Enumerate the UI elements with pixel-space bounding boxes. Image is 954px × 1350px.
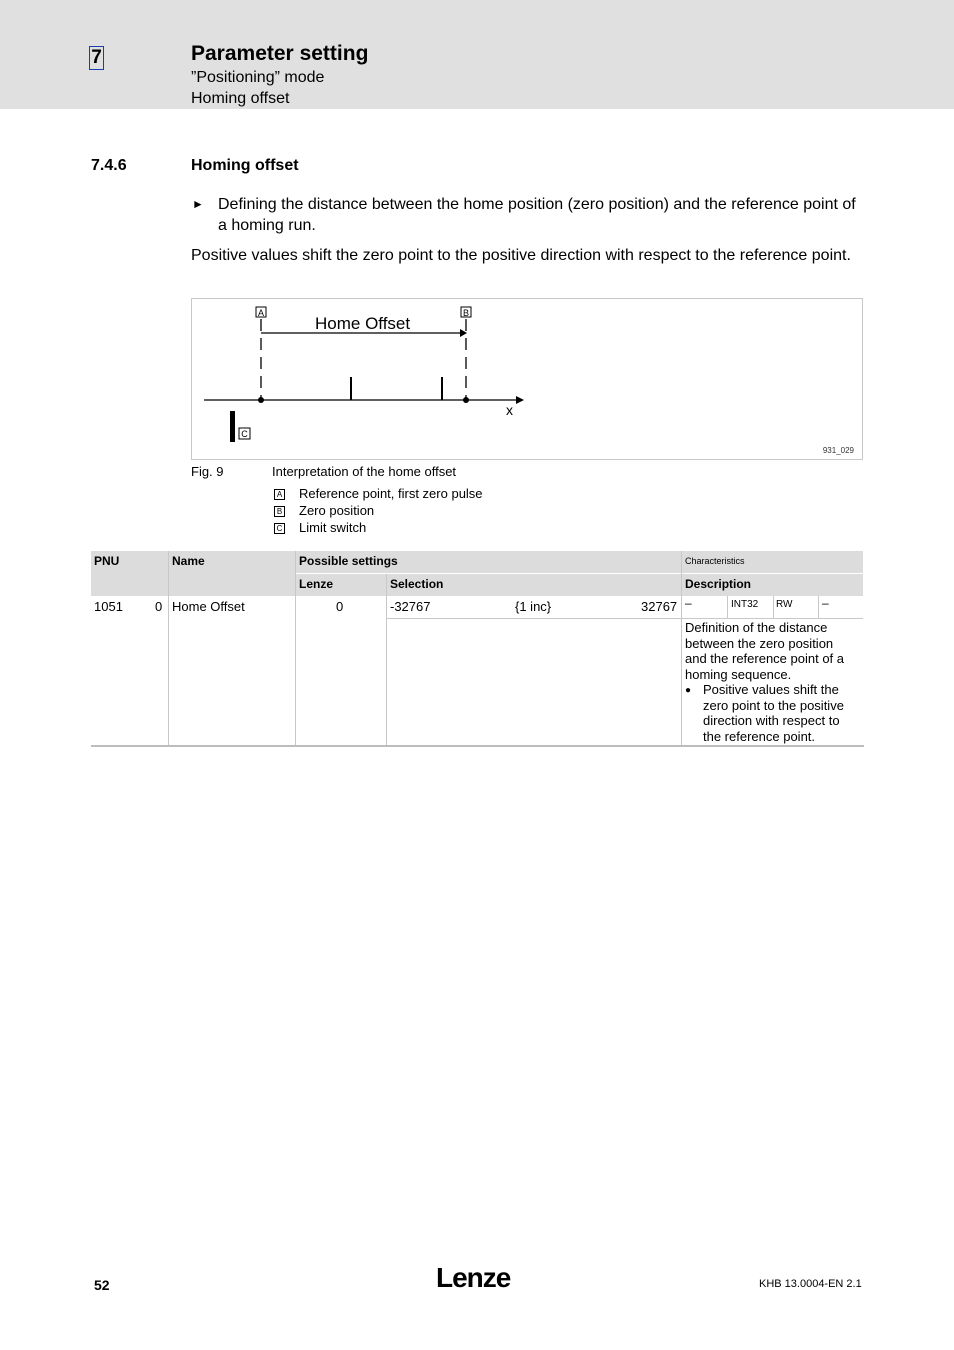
section-title: Homing offset — [191, 157, 299, 174]
chapter-title: Parameter setting — [191, 42, 369, 65]
section-bullet: Defining the distance between the home position (zero position) and the reference point of a homing run. — [218, 196, 856, 234]
limit-switch-bar — [230, 411, 235, 442]
row-divider — [682, 618, 863, 619]
row-divider — [387, 618, 681, 619]
cell-char-type: INT32 — [731, 599, 759, 610]
col-divider — [681, 551, 682, 745]
marker-b-label: B — [462, 308, 470, 318]
legend-item — [274, 503, 374, 518]
header-subtitle-topic: Homing offset — [191, 90, 290, 107]
figure-label: Fig. 9 — [191, 464, 224, 479]
header-name: Name — [169, 551, 295, 596]
legend-key-b: B — [274, 506, 285, 517]
document-id: KHB 13.0004-EN 2.1 — [759, 1278, 862, 1290]
section-number: 7.4.6 — [91, 157, 127, 174]
cell-selection-step: {1 inc} — [515, 599, 552, 614]
figure-id: 931_029 — [822, 446, 854, 455]
cell-description-bullet: Positive values shift the zero point to the positive direction with respect to the reference point. — [703, 682, 844, 744]
reference-point-dot — [258, 397, 264, 403]
legend-key-a: A — [274, 489, 285, 500]
home-offset-figure — [191, 298, 863, 460]
lenze-logo: Lenze — [436, 1262, 511, 1293]
cell-description: Definition of the distance between the zero position and the reference point of a homing sequence. — [685, 620, 845, 682]
page-number: 52 — [94, 1277, 110, 1293]
legend-item — [274, 486, 483, 501]
col-divider — [295, 551, 296, 745]
chapter-number: 7 — [89, 46, 104, 70]
cell-selection-max: 32767 — [641, 599, 678, 614]
marker-c-label: C — [241, 429, 248, 439]
col-divider — [818, 596, 819, 618]
cell-lenze: 0 — [336, 599, 344, 614]
home-offset-label: Home Offset — [315, 314, 411, 333]
cell-char-access: RW — [776, 599, 793, 610]
legend-text-b: Zero position — [299, 503, 375, 518]
cell-selection-min: -32767 — [390, 599, 431, 614]
cell-subindex: 0 — [155, 599, 163, 614]
legend-key-c: C — [274, 523, 285, 534]
header-characteristics: Characteristics — [682, 551, 863, 573]
marker-a-label: A — [257, 308, 265, 318]
legend-item — [274, 520, 366, 535]
section-paragraph: Positive values shift the zero point to the positive direction with respect to the reference point. — [191, 247, 851, 264]
bullet-arrow-icon: ► — [192, 197, 204, 211]
description-bullet-icon: ● — [685, 685, 692, 696]
header-possible-settings: Possible settings — [296, 551, 681, 573]
table-bottom-border — [91, 745, 864, 747]
col-divider — [386, 574, 387, 745]
col-divider — [168, 551, 169, 745]
cell-char-1: – — [685, 596, 692, 610]
figure-caption: Interpretation of the home offset — [272, 464, 457, 479]
legend-text-a: Reference point, first zero pulse — [299, 486, 483, 501]
x-axis-label: x — [506, 402, 513, 418]
header-subtitle-mode: ”Positioning” mode — [191, 69, 325, 86]
x-axis-arrow-head — [516, 396, 524, 404]
col-divider — [773, 596, 774, 618]
header-description: Description — [682, 574, 863, 596]
home-offset-diagram — [192, 299, 864, 461]
cell-name: Home Offset — [172, 599, 245, 614]
col-divider — [727, 596, 728, 618]
zero-position-dot — [463, 397, 469, 403]
header-pnu: PNU — [91, 551, 168, 596]
header-selection: Selection — [387, 574, 681, 596]
legend-text-c: Limit switch — [299, 520, 367, 535]
cell-char-4: – — [822, 596, 829, 610]
page-header — [0, 0, 954, 109]
header-lenze: Lenze — [296, 574, 386, 596]
cell-pnu: 1051 — [94, 599, 123, 614]
